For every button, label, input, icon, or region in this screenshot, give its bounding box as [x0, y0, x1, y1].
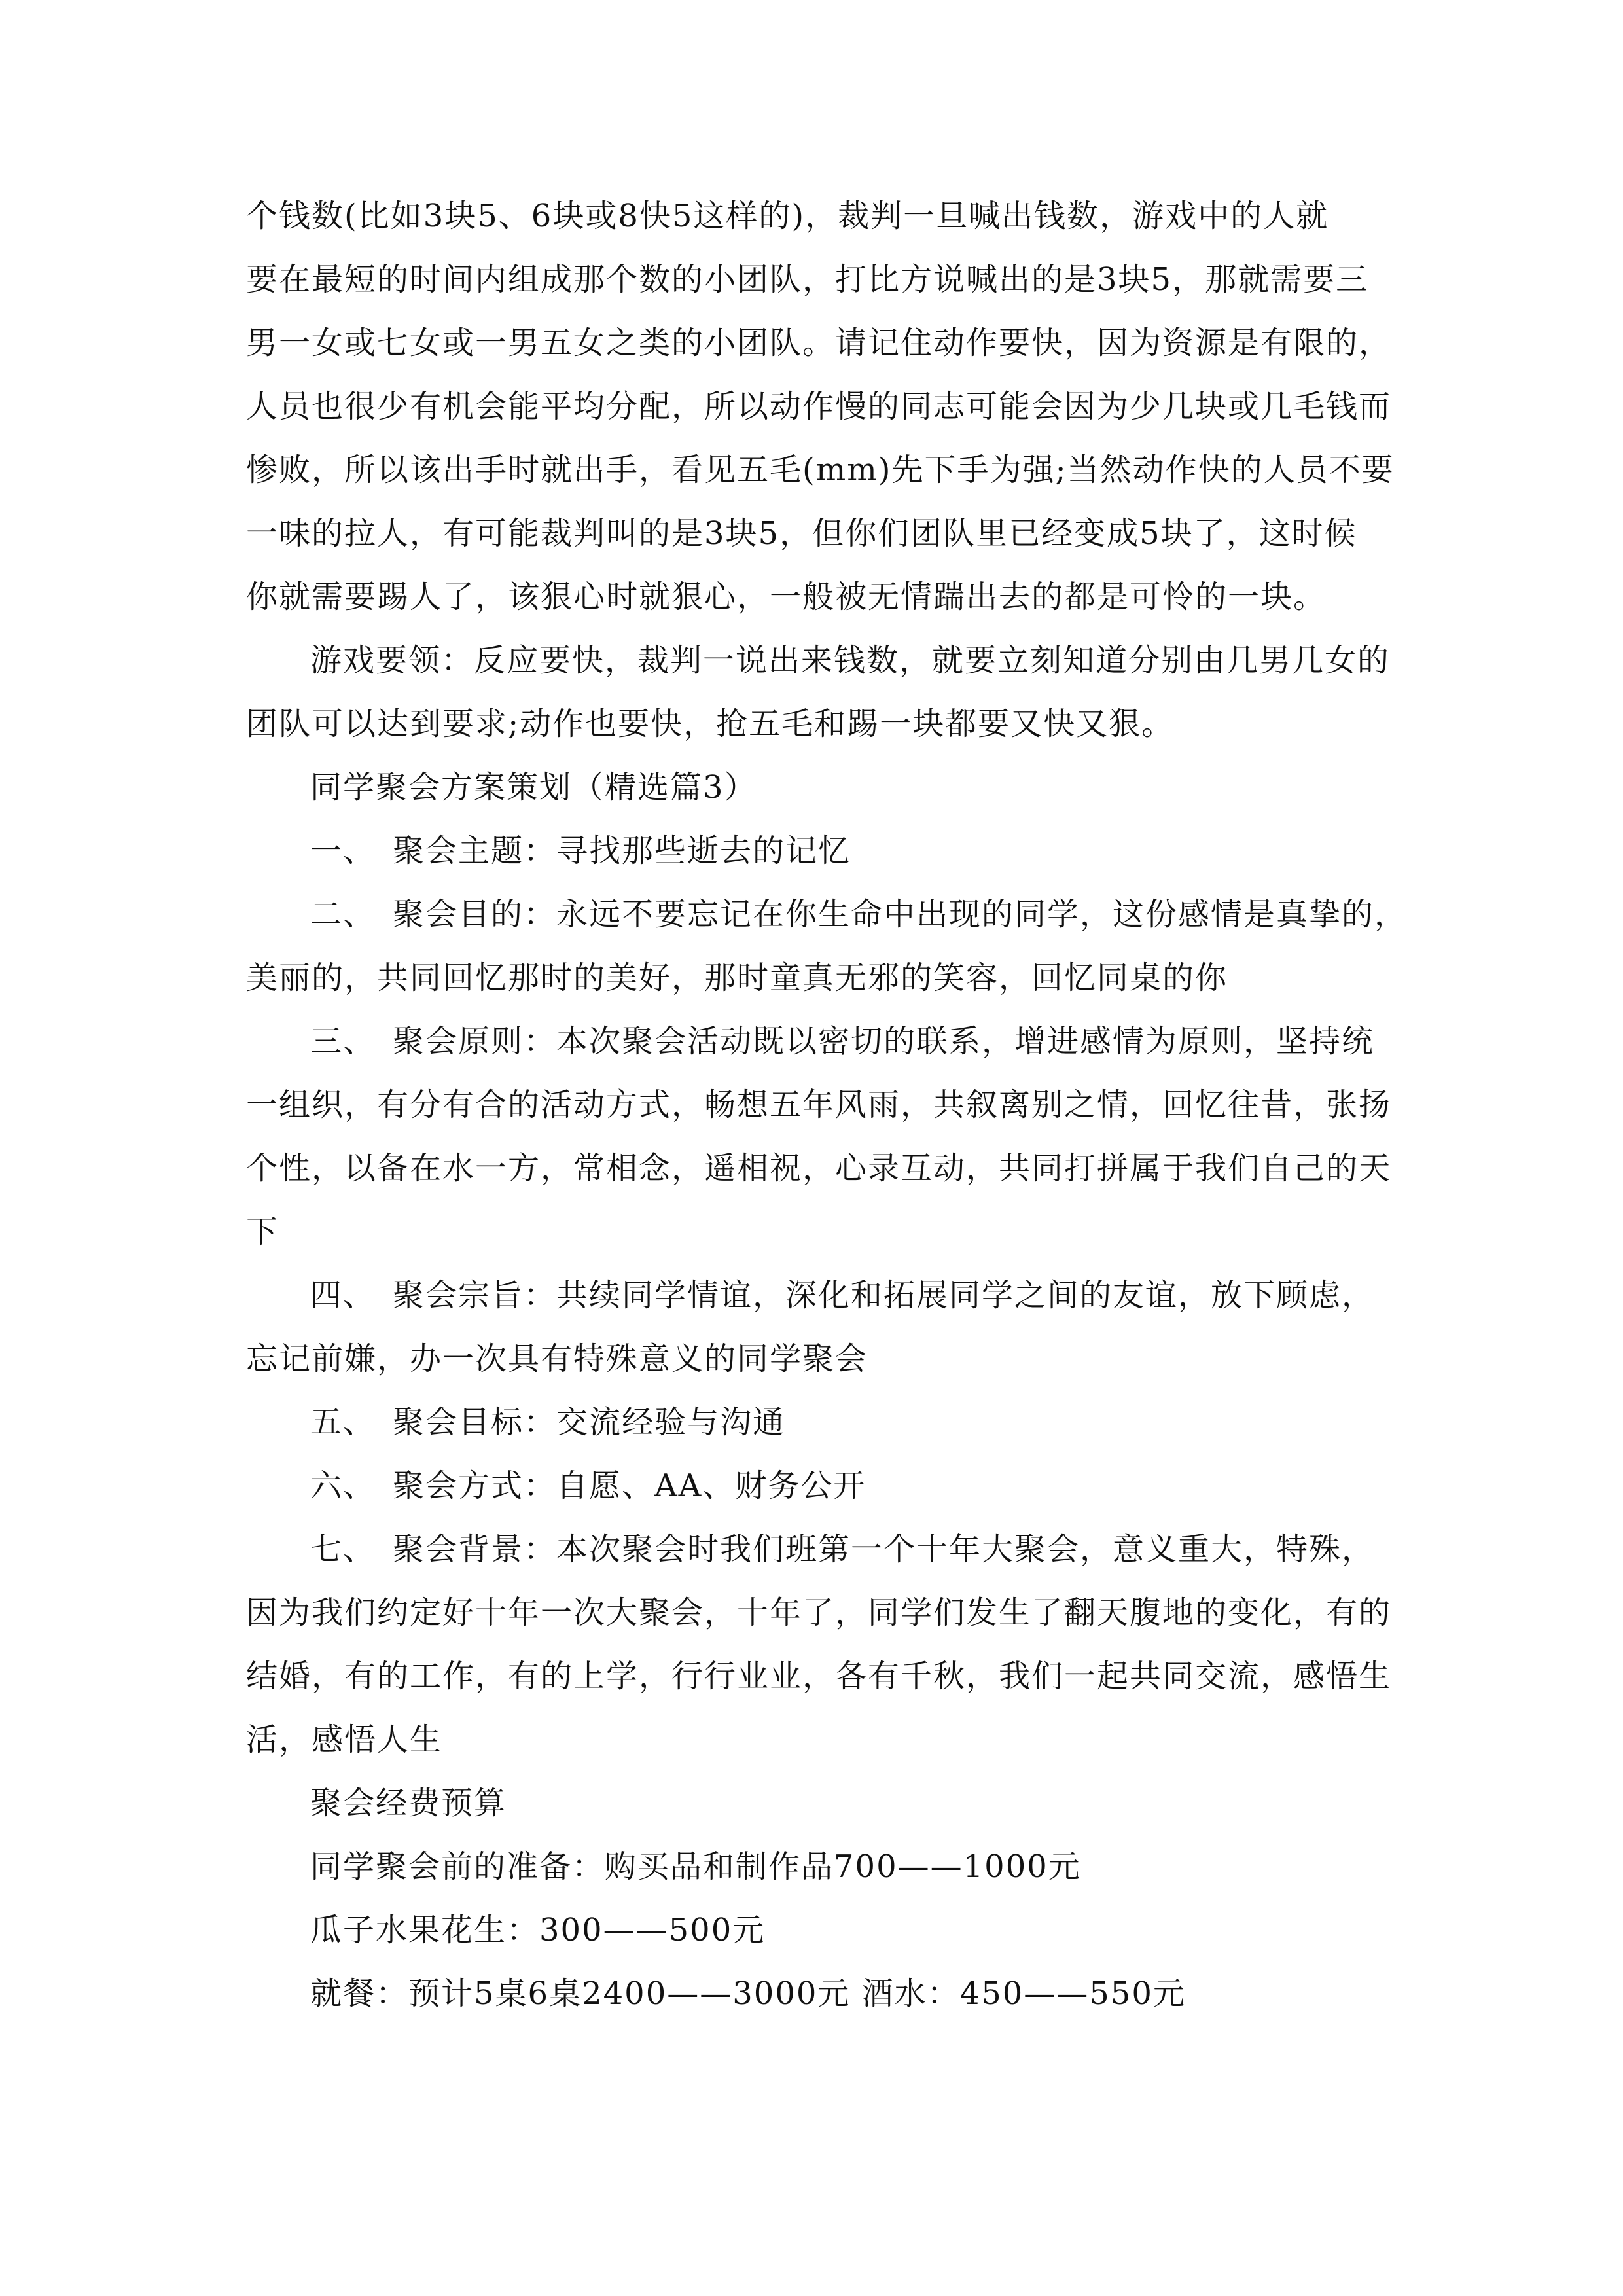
- text-line: 要在最短的时间内组成那个数的小团队，打比方说喊出的是3块5，那就需要三: [246, 261, 1369, 298]
- text-line: 男一女或七女或一男五女之类的小团队。请记住动作要快，因为资源是有限的，: [246, 325, 1392, 361]
- budget-item: 同学聚会前的准备：购买品和制作品700——1000元: [310, 1848, 1081, 1885]
- text-line: 结婚，有的工作，有的上学，行行业业，各有千秋，我们一起共同交流，感悟生: [246, 1658, 1392, 1695]
- text-line: 六、 聚会方式：自愿、AA、财务公开: [310, 1467, 866, 1504]
- text-line: 美丽的，共同回忆那时的美好，那时童真无邪的笑容，回忆同桌的你: [246, 960, 1228, 996]
- text-line: 五、 聚会目标：交流经验与沟通: [310, 1404, 786, 1441]
- text-line: 一组织，有分有合的活动方式，畅想五年风雨，共叙离别之情，回忆往昔，张扬: [246, 1086, 1392, 1123]
- text-line: 活，感悟人生: [246, 1721, 443, 1758]
- text-line: 因为我们约定好十年一次大聚会，十年了，同学们发生了翻天腹地的变化，有的: [246, 1594, 1392, 1631]
- text-line: 七、 聚会背景：本次聚会时我们班第一个十年大聚会，意义重大，特殊，: [310, 1531, 1375, 1568]
- text-line: 三、 聚会原则：本次聚会活动既以密切的联系，增进感情为原则，坚持统: [310, 1023, 1375, 1060]
- text-line: 惨败，所以该出手时就出手，看见五毛(mm)先下手为强;当然动作快的人员不要: [246, 452, 1395, 488]
- text-line: 个钱数(比如3块5、6块或8快5这样的)，裁判一旦喊出钱数，游戏中的人就: [246, 198, 1329, 234]
- text-line: 下: [246, 1213, 279, 1250]
- budget-heading: 聚会经费预算: [310, 1785, 507, 1821]
- text-line: 忘记前嫌，办一次具有特殊意义的同学聚会: [246, 1340, 868, 1377]
- section-heading: 同学聚会方案策划（精选篇3）: [310, 769, 757, 806]
- text-line: 一味的拉人，有可能裁判叫的是3块5，但你们团队里已经变成5块了，这时候: [246, 515, 1357, 552]
- text-line: 团队可以达到要求;动作也要快，抢五毛和踢一块都要又快又狠。: [246, 706, 1175, 742]
- text-line: 一、 聚会主题：寻找那些逝去的记忆: [310, 833, 851, 869]
- text-line: 二、 聚会目的：永远不要忘记在你生命中出现的同学，这份感情是真挚的，: [310, 896, 1408, 933]
- text-line: 人员也很少有机会能平均分配，所以动作慢的同志可能会因为少几块或几毛钱而: [246, 388, 1392, 425]
- budget-item: 瓜子水果花生：300——500元: [310, 1912, 766, 1948]
- text-line: 个性，以备在水一方，常相念，遥相祝，心录互动，共同打拼属于我们自己的天: [246, 1150, 1392, 1187]
- text-line: 四、 聚会宗旨：共续同学情谊，深化和拓展同学之间的友谊，放下顾虑，: [310, 1277, 1375, 1314]
- text-line: 游戏要领：反应要快，裁判一说出来钱数，就要立刻知道分别由几男几女的: [310, 642, 1391, 679]
- text-line: 你就需要踢人了，该狠心时就狠心，一般被无情踹出去的都是可怜的一块。: [246, 579, 1327, 615]
- budget-item: 就餐：预计5桌6桌2400——3000元 酒水：450——550元: [310, 1975, 1186, 2012]
